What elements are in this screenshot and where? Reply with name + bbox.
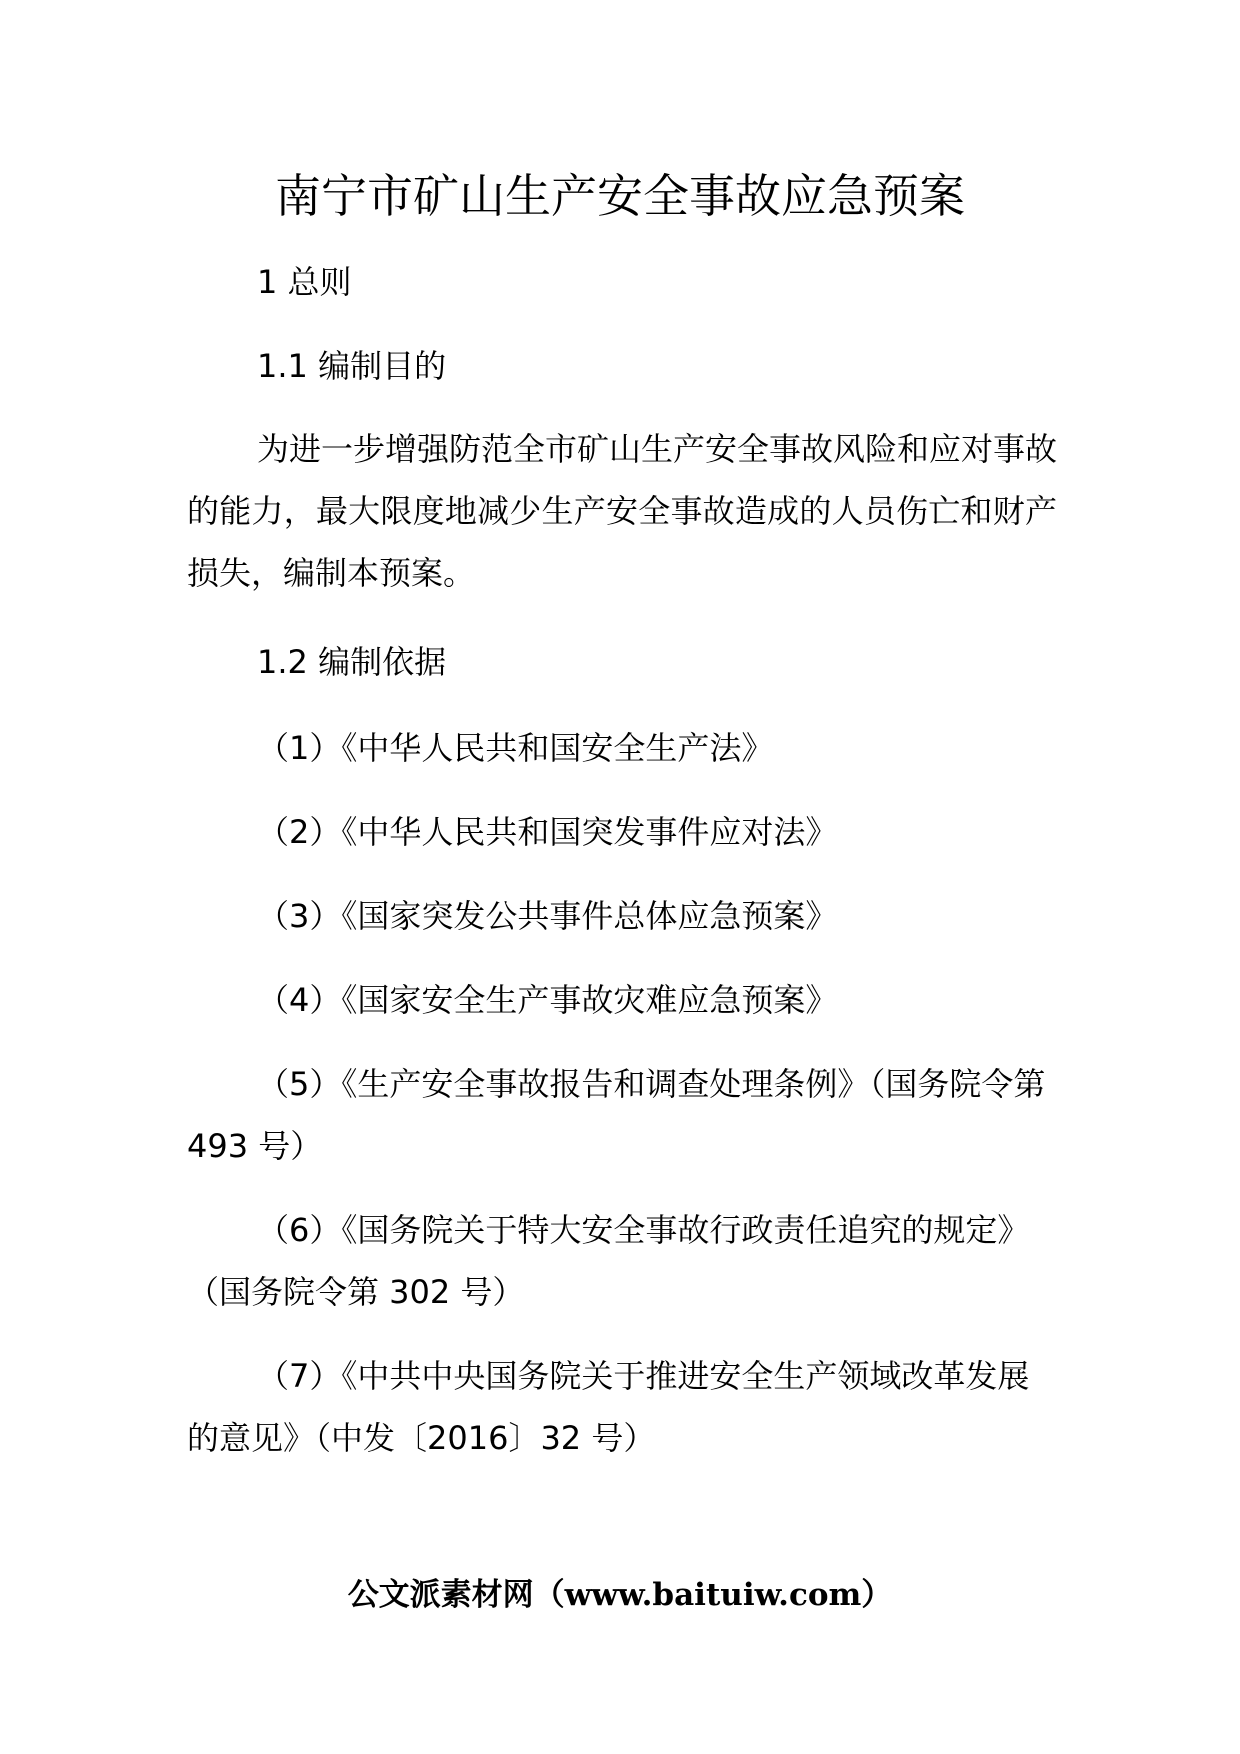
section-heading-basis: 1.2 编制依据 xyxy=(257,643,447,681)
basis-item-7: （7）《中共中央国务院关于推进安全生产领域改革发展的意见》（中发〔2016〕32 号） xyxy=(187,1357,1030,1457)
basis-item-6: （6）《国务院关于特大安全事故行政责任追究的规定》（国务院令第 302 号） xyxy=(187,1211,1030,1311)
basis-item-5: （5）《生产安全事故报告和调查处理条例》（国务院令第 493 号） xyxy=(187,1065,1046,1165)
basis-item-2: （2）《中华人民共和国突发事件应对法》 xyxy=(257,813,838,851)
document-title: 南宁市矿山生产安全事故应急预案 xyxy=(275,169,965,223)
purpose-paragraph: 为进一步增强防范全市矿山生产安全事故风险和应对事故的能力，最大限度地减少生产安全事故造成的人员伤亡和财产损失，编制本预案。 xyxy=(187,430,1058,592)
basis-item-4: （4）《国家安全生产事故灾难应急预案》 xyxy=(257,981,838,1019)
section-heading-purpose: 1.1 编制目的 xyxy=(257,347,447,385)
basis-item-3: （3）《国家突发公共事件总体应急预案》 xyxy=(257,897,838,935)
section-heading-general: 1 总则 xyxy=(257,263,352,301)
basis-item-1: （1）《中华人民共和国安全生产法》 xyxy=(257,729,774,767)
footer-watermark: 公文派素材网（www.baituiw.com） xyxy=(347,1577,893,1613)
